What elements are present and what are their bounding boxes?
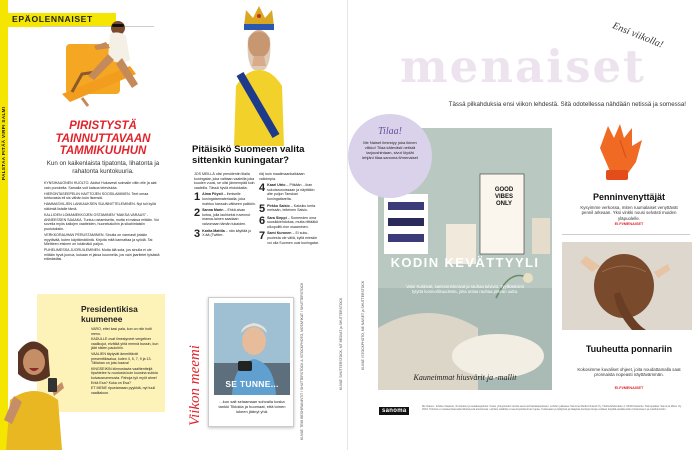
candidate-number: 1 xyxy=(194,191,201,204)
col1-headline xyxy=(45,120,161,158)
candidate-text: – Kaksiko kerta meissän, teiteinen Saisio. xyxy=(267,203,316,213)
sidebar-item-2 xyxy=(562,240,692,410)
candidate-name: Sami Kuronen xyxy=(267,231,292,236)
candidate-number: 7 xyxy=(259,230,266,243)
meme-caption: SE TUNNE... xyxy=(225,379,279,389)
poster-line-2: VIBES xyxy=(494,194,513,200)
candidate-item xyxy=(194,229,256,239)
subscribe-heading: Tilaa! xyxy=(378,126,402,137)
candidate-item xyxy=(194,192,256,206)
meme-text: ...kun sait selaamaan sohvalla koska tankki Tiktokia ja huomaat, että toinen lukeen jäänyt yhä. xyxy=(218,399,286,414)
col2-title: Pitäisikö Suomeen valita sittenkin kuningatar? xyxy=(192,144,305,166)
president-para: VAALIEN täytyvät ämmittävät presenttikisalua, kuten 4, 5, 7, 9 ja 13. Tällahan on joku kaava! xyxy=(91,351,152,366)
cover-title: KODIN KEVÄTTYYLI xyxy=(390,255,540,270)
sidebar-source-1: EI.FI/MENAISET xyxy=(614,222,644,226)
candidate-name: Sara Sieppi xyxy=(267,215,287,220)
candidate-name: Alma Pöysti xyxy=(202,192,223,197)
col1-body xyxy=(44,181,162,264)
candidate-item xyxy=(259,183,321,201)
headline-line-1: PIRISTYSTÄ xyxy=(69,120,137,132)
poster-line-3: ONLY xyxy=(495,201,513,207)
headline-line-3: TAMMIKUUHUN xyxy=(59,145,147,157)
candidate-number: 5 xyxy=(259,202,266,215)
candidate-number: 4 xyxy=(259,182,266,195)
menaiset-title: menaiset xyxy=(400,40,646,93)
sidebar-text-1: Kysyimme verkossa, miten ruumalaiset venyttävät pennil arkeaan. Yksi vinkki nousi selvästi muiden yläpuolelle. xyxy=(580,205,678,221)
candidate-text: – Pitkään ...ihan sukutarunoissaan ja näyttäkin alte puijon Tanskan kuningattarelta. xyxy=(267,183,315,201)
sidebar-title-2: Tuuheutta ponnariin xyxy=(585,344,673,354)
president-para: KINGSEIKIN kiinnostavia vaalitentteijä tipahtelee tv-ruudusta kuin kuusina sukkia kuivausrummusta. Pahoja työ myöt ahne! Entä Esa? Kuka on Esa? xyxy=(91,366,158,385)
president-subtitle: kuumenee xyxy=(81,314,123,324)
ponytail-photo xyxy=(562,242,692,330)
candidate-name: Karita Mattila xyxy=(202,228,225,233)
col1-para: HIERONTASEEPELIN HAITTOJEN SOOSILAMMIEN. Teet omaa tuhtovasta eli sis vähän kuin lisensiä. xyxy=(44,191,149,201)
candidate-name: Kaari Utrio xyxy=(267,183,286,188)
sidebar-text-2: Kokosimme kuvaliset ohjeet, joita noudattamalla saat pronnaista nopeasti näyttävämmän. xyxy=(577,367,681,378)
credits-left: KUVAT: TEMI BESHIRANINTIT / SHUTTERSTOCK & ISTOCKPHOTO, MOTAFIKAT / SHUTTERSTOCK xyxy=(300,282,304,440)
footer-text: Me Naiset - lehden tilaukset, ilmoitukset ja asiakaspalvelu: Katso yhteystiedot sivulta sanoma.fi/asiakaspalvelu. Lehden julkaisee Sanoma Media Finland Oy, Töölönlahdenkatu 2, 00100 Helsinki. Painopaikka: Sanoma Manu Oy 2024. Toimitus ei vastaa tilaamatta lähetetystä aineistosta. Lehden sisältöä ei saa kopioida ilman lupaa. Uudestaan ja lukijoista ja tilaajista koottuja tietoja voidaan käyttää asiakkuuden hoitamiseen ja markkinointiin. xyxy=(422,405,682,412)
candidate-text: – nän käyttää jo X:ää (Twitter- xyxy=(202,228,252,238)
col1-lead: Kun on kaikenlaista tipatonta, lihatonta ja rahatonta kuntokuuria. xyxy=(46,160,160,175)
cover-caption: Kauneimmat hiusvärit ja -mallit xyxy=(413,373,517,382)
candidate-text: riä) kuin maailmaankaikkaan valloimpia. xyxy=(259,172,305,181)
meme-card xyxy=(208,297,294,427)
candidate-number: 3 xyxy=(194,227,201,240)
poster-text xyxy=(487,187,521,208)
col1-para: KYNSIHAUONEN HUOLTO. Aloitut Hukavesti solmalle viitin elle ja alat vain purokelta. Samalla voit katsoa televisiota. xyxy=(44,181,157,190)
president-para: KADULLE ovat ilmestyneet vergetiver vaalikojut, eivätkä yhtä mennä bussin, kun jäät niiden pauloihin. xyxy=(91,337,159,351)
col1-para: PUHELIMESSA JUORUILEMINEN. Mutta älä sota, jos sinulla ei ole mitään hyvä juorua, kukaan ei jaksa kuunnella, jos vain jaaritelet tylsästä elämästäsi. xyxy=(44,248,160,262)
section-label: EPÄOLENNAISET xyxy=(12,14,93,24)
right-subtitle: Tässä pilkahduksia ensi viikon lehdestä. Sitä odotellessa nähdään netissä ja somessa! xyxy=(448,101,686,108)
cover-credits: KUVAT: ISTOCKPHOTO, ME NAISET ja SHUTTERSTOCK xyxy=(361,280,365,370)
subscribe-circle xyxy=(348,114,432,198)
next-week-badge: Ensi viikolla! xyxy=(610,20,665,51)
queen-photo xyxy=(226,4,292,146)
candidate-text: – ihmiselle kuningatarmateriaalia, joka mahtuu kansain-väliseen paikkiin. xyxy=(202,192,256,206)
sidebar-item-1 xyxy=(562,118,692,228)
candidate-number: 6 xyxy=(259,214,266,227)
sanoma-logo: sanoma xyxy=(379,407,409,415)
president-body xyxy=(91,327,161,396)
candidate-item xyxy=(194,208,256,226)
candidate-text: – Ei suku-puolesta ole väliä, kyllä mieskin voi olla Suomen uusi kuningatar. xyxy=(267,231,319,245)
orange-glove-photo xyxy=(592,118,652,180)
col1-para: HAMMASVILJEN LANKAUKSEN SUUNNITTELEMINEN. Nyt tuli kyllä näkimiä listalle tämä. xyxy=(44,202,156,211)
col1-para: VERKKORAUHAN PERUSTAMINEN. Sinulla on varmasti jotakin myytävää, kuten käyttämätöntä. Kirjoita mitä kannattaa ja syödä. Tai: Mietiteen etsinen on lokkinäkö paljon. xyxy=(44,232,154,247)
credits-right: KUVAT: SHUTTERSTOCK, MT MEDIAT ja SHUTTERSTOCK xyxy=(339,297,343,390)
candidate-name: Pirkko Saisio xyxy=(267,203,290,208)
president-para: ET MENE ripustamaan pyykkiä, nyt tuuli vaalitaloon. xyxy=(91,386,156,395)
sunbather-photo xyxy=(52,14,148,110)
subscribe-text: Me Naiset ilmestyy joka ikinen viikko! Tilaa kätevästi netistä tarjoushintaan, sivut löydät lehjäni tilaa.sanoma.fi/menaiset xyxy=(362,140,418,160)
weekly-meme-label: Viikon meemi xyxy=(187,345,203,426)
president-title: Presidentikisa xyxy=(81,304,138,314)
candidate-number: 2 xyxy=(194,207,201,220)
right-page xyxy=(348,0,696,450)
candidate-name: Sanna Marin xyxy=(202,208,224,213)
sidebar-title-1: Penninvenyttäjät xyxy=(592,192,666,202)
candidate-text: – Ehkä aivan kotoa, jolla lauhkeksi ruvennut mansa-lainen saadaan valvomaan tämän tukaiden. xyxy=(202,208,251,226)
side-label: PALSTAA PITÄÄ VIRPI SALMI xyxy=(1,106,6,180)
president-para: VARO, ettei kasi pala, kun on niin hoiti meno. xyxy=(91,327,152,336)
col2-right-column xyxy=(259,172,321,247)
sidebar-source-2: EI.FI/MENAISET xyxy=(614,386,644,390)
col2-intro: JOS MEILLÄ olisi presidentin tilalla kuningatar, joka valitaan vaaleilla joka kuuden vuosi, se olisi jännempää kuin vaaleilla. Tässä hyviä ehdokkaita: xyxy=(194,172,255,190)
col1-para: KALLIOEN LOMAMEKKOJEN OSTAMINEN "MAKSA VARAUS" -ANNEESSEN SAAAKA. Tuntuu ostamiselta, mutta ei maksa mitään. Voi sovella myös kallojen vaatteiden, huonekaluihin ja sikahintaisiin puolutuksiin. xyxy=(44,213,159,231)
meme-photo xyxy=(214,303,290,395)
cover-subtitle: Valo! Kukkivat, sammonninoivat ja rauhaa tulvivat. Tyylikästoimi tytyttä luonnollisuudesta, joka antaa rauhaa pirteän uutta. xyxy=(406,284,524,294)
candidate-item xyxy=(259,231,321,245)
candidate-text: – Someeden oma suosikkiehdokas, mutta riittääkö ulkopolitii-rion osaaminen. xyxy=(267,215,319,229)
candidate-item xyxy=(259,204,321,214)
excited-woman-photo xyxy=(4,330,66,450)
sidebar-divider xyxy=(562,234,690,235)
poster-line-1: GOOD xyxy=(494,187,514,193)
candidate-item xyxy=(259,216,321,230)
col2-left-column xyxy=(194,172,256,241)
headline-line-2: TAINNUTTAVAAN xyxy=(55,132,151,145)
